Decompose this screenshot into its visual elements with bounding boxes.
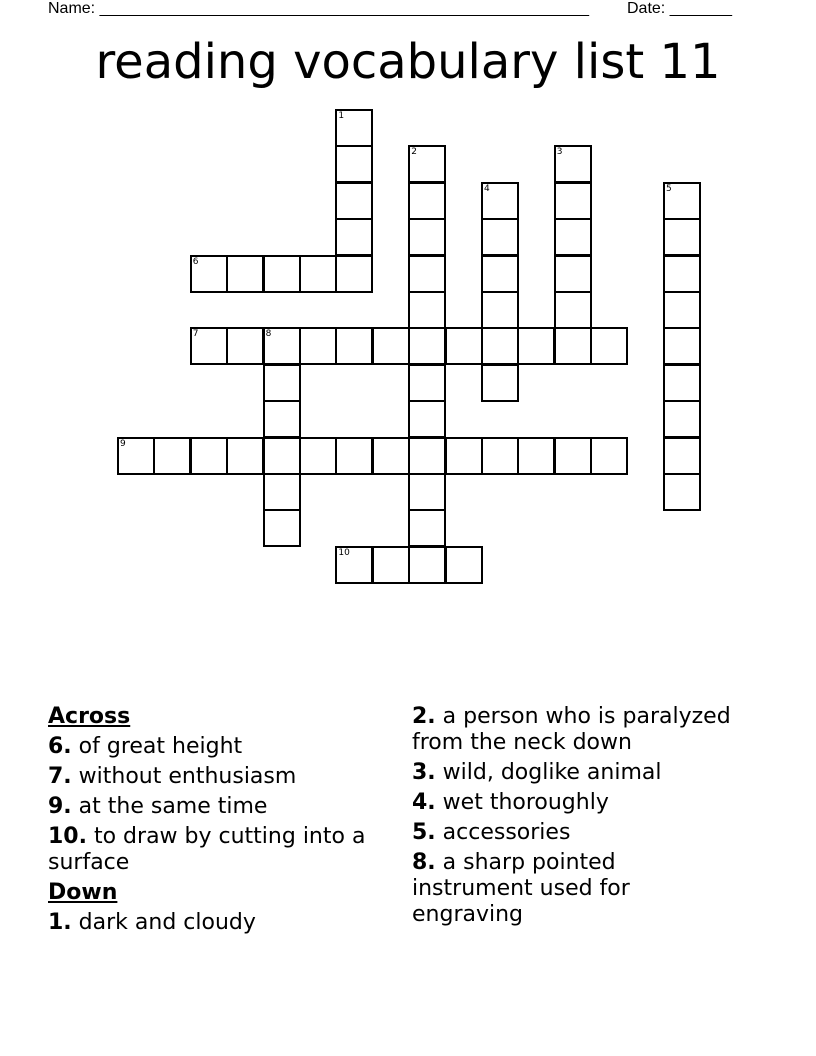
- clue: [48, 794, 388, 820]
- grid-cell[interactable]: [445, 546, 483, 584]
- clue-number: 6.: [48, 734, 72, 759]
- clues-column-right: [412, 704, 732, 932]
- grid-cell[interactable]: [226, 255, 264, 293]
- grid-cell[interactable]: [445, 437, 483, 475]
- clue-number: 9.: [48, 794, 72, 819]
- grid-cell[interactable]: [263, 327, 301, 365]
- clue: [412, 850, 732, 928]
- date-field-label[interactable]: Date: _______: [627, 0, 732, 17]
- clue-number: 6: [192, 256, 199, 267]
- grid-cell[interactable]: [481, 218, 519, 256]
- grid-cell[interactable]: [153, 437, 191, 475]
- grid-cell[interactable]: [663, 364, 701, 402]
- grid-cell[interactable]: [263, 400, 301, 438]
- grid-cell[interactable]: [263, 255, 301, 293]
- clue: [412, 790, 732, 816]
- grid-cell[interactable]: [299, 437, 337, 475]
- grid-cell[interactable]: [408, 364, 446, 402]
- grid-cell[interactable]: [590, 437, 628, 475]
- clue-text: of great height: [71, 734, 243, 759]
- clue: [412, 704, 732, 756]
- grid-cell[interactable]: [335, 145, 373, 183]
- clue-number: 9: [120, 438, 126, 449]
- clue-number: 2: [411, 147, 417, 158]
- grid-cell[interactable]: [408, 218, 446, 256]
- clue: [48, 764, 388, 790]
- grid-cell[interactable]: [408, 327, 446, 365]
- grid-cell[interactable]: [554, 437, 592, 475]
- grid-cell[interactable]: [408, 473, 446, 511]
- clue-section-heading: Down: [48, 880, 118, 905]
- clue: [48, 734, 388, 760]
- clue-text: a sharp pointed instrument used for engraving: [412, 850, 630, 927]
- grid-cell[interactable]: [335, 182, 373, 220]
- name-field-label[interactable]: Name: _______________________________________________________: [48, 0, 589, 17]
- grid-cell[interactable]: [299, 327, 337, 365]
- grid-cell[interactable]: [372, 327, 410, 365]
- grid-cell[interactable]: [517, 437, 555, 475]
- grid-cell[interactable]: [663, 182, 701, 220]
- clue-number: 3: [556, 147, 563, 158]
- clue: [48, 910, 388, 936]
- clue-number: 1.: [48, 910, 72, 935]
- clue-text: at the same time: [71, 794, 268, 819]
- clue-number: 4.: [412, 790, 436, 815]
- clue-number: 4: [484, 183, 490, 194]
- grid-cell[interactable]: [335, 109, 373, 147]
- clue-text: accessories: [435, 820, 571, 845]
- clue-text: a person who is paralyzed from the neck down: [412, 704, 731, 755]
- grid-cell[interactable]: [408, 145, 446, 183]
- clue: [412, 760, 732, 786]
- grid-cell[interactable]: [554, 145, 592, 183]
- clue-number: 8: [265, 329, 272, 340]
- page-title: reading vocabulary list 11: [95, 34, 721, 90]
- clue-number: 7: [192, 329, 199, 340]
- grid-cell[interactable]: [481, 437, 519, 475]
- clue-number: 10.: [48, 824, 87, 849]
- clue-text: to draw by cutting into a surface: [48, 824, 366, 875]
- grid-cell[interactable]: [408, 546, 446, 584]
- grid-cell[interactable]: [481, 291, 519, 329]
- clue-text: dark and cloudy: [71, 910, 256, 935]
- clue-number: 5.: [412, 820, 436, 845]
- grid-cell[interactable]: [663, 218, 701, 256]
- grid-cell[interactable]: [408, 291, 446, 329]
- grid-cell[interactable]: [263, 364, 301, 402]
- grid-cell[interactable]: [335, 546, 373, 584]
- grid-cell[interactable]: [408, 509, 446, 547]
- grid-cell[interactable]: [517, 327, 555, 365]
- grid-cell[interactable]: [481, 364, 519, 402]
- grid-cell[interactable]: [481, 182, 519, 220]
- grid-cell[interactable]: [554, 291, 592, 329]
- clue-text: without enthusiasm: [71, 764, 297, 789]
- grid-cell[interactable]: [408, 437, 446, 475]
- grid-cell[interactable]: [554, 218, 592, 256]
- grid-cell[interactable]: [408, 400, 446, 438]
- grid-cell[interactable]: [263, 473, 301, 511]
- grid-cell[interactable]: [663, 255, 701, 293]
- clue-text: wild, doglike animal: [435, 760, 662, 785]
- grid-cell[interactable]: [408, 255, 446, 293]
- clue-section-heading: Across: [48, 704, 131, 729]
- grid-cell[interactable]: [445, 327, 483, 365]
- grid-cell[interactable]: [117, 437, 155, 475]
- grid-cell[interactable]: [408, 182, 446, 220]
- clue-text: wet thoroughly: [435, 790, 609, 815]
- grid-cell[interactable]: [481, 255, 519, 293]
- clue-number: 1: [338, 111, 345, 121]
- grid-cell[interactable]: [663, 473, 701, 511]
- clues-column-left: [48, 704, 388, 940]
- clue-number: 8.: [412, 850, 436, 875]
- clue-number: 10: [338, 547, 350, 558]
- grid-cell[interactable]: [226, 437, 264, 475]
- grid-cell[interactable]: [554, 327, 592, 365]
- grid-cell[interactable]: [554, 182, 592, 220]
- grid-cell[interactable]: [299, 255, 337, 293]
- grid-cell[interactable]: [226, 327, 264, 365]
- grid-cell[interactable]: [663, 437, 701, 475]
- grid-cell[interactable]: [372, 437, 410, 475]
- grid-cell[interactable]: [481, 327, 519, 365]
- grid-cell[interactable]: [590, 327, 628, 365]
- grid-cell[interactable]: [190, 437, 228, 475]
- grid-cell[interactable]: [263, 509, 301, 547]
- grid-cell[interactable]: [372, 546, 410, 584]
- grid-cell[interactable]: [663, 400, 701, 438]
- grid-cell[interactable]: [554, 255, 592, 293]
- clue-number: 3.: [412, 760, 436, 785]
- grid-cell[interactable]: [190, 255, 228, 293]
- grid-cell[interactable]: [335, 218, 373, 256]
- grid-cell[interactable]: [335, 255, 373, 293]
- grid-cell[interactable]: [263, 437, 301, 475]
- clue-number: 2.: [412, 704, 436, 729]
- grid-cell[interactable]: [335, 437, 373, 475]
- grid-cell[interactable]: [663, 291, 701, 329]
- grid-cell[interactable]: [335, 327, 373, 365]
- clue-number: 7.: [48, 764, 72, 789]
- clue: [412, 820, 732, 846]
- grid-cell[interactable]: [190, 327, 228, 365]
- clue: [48, 824, 388, 876]
- clue-number: 5: [666, 183, 672, 194]
- grid-cell[interactable]: [663, 327, 701, 365]
